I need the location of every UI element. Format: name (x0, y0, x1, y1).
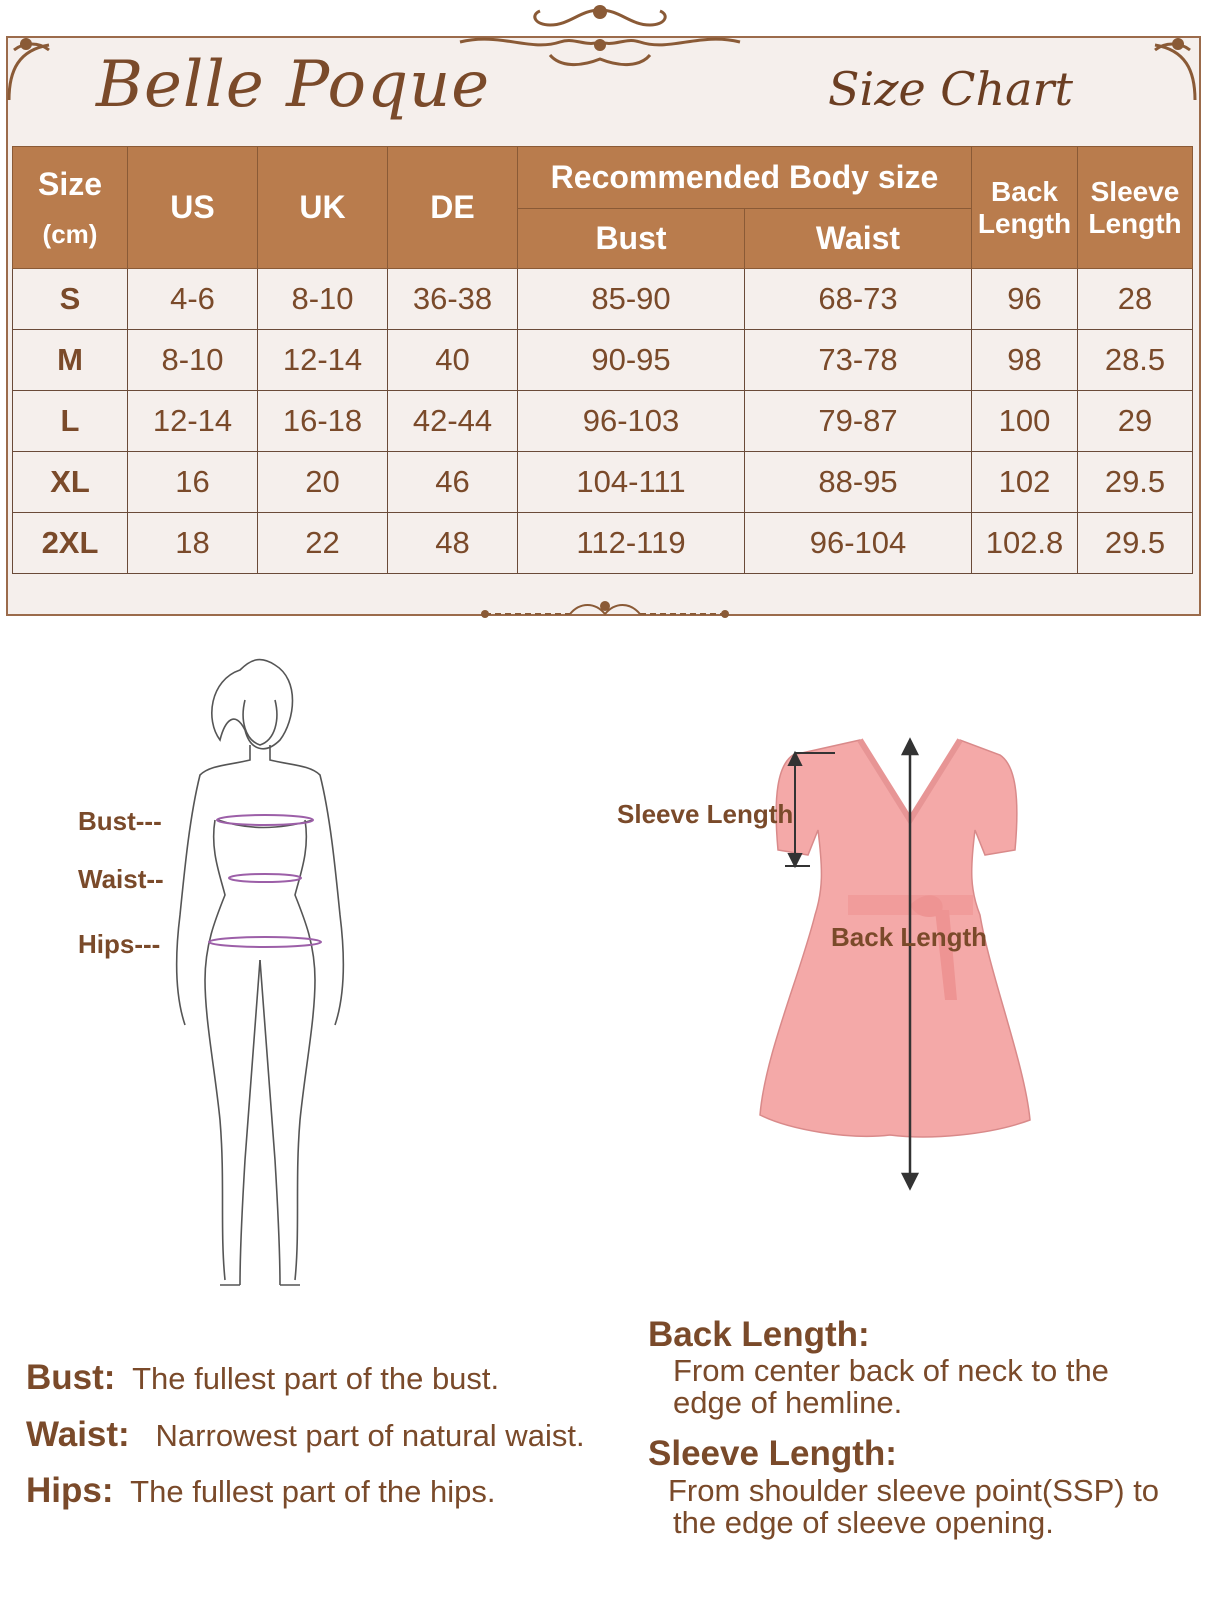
right-corner-ornament (1140, 30, 1200, 110)
cell-waist: 96-104 (745, 513, 972, 574)
header-size-unit: (cm) (42, 218, 98, 249)
left-corner-ornament (4, 30, 64, 110)
size-table (12, 146, 1193, 574)
label-sleeve-length: Sleeve Length (617, 799, 794, 829)
header-back-line1: Back (991, 175, 1058, 207)
cell-de: 36-38 (388, 269, 518, 330)
cell-uk: 12-14 (258, 330, 388, 391)
header-size (13, 147, 128, 269)
cell-waist: 73-78 (745, 330, 972, 391)
cell-us: 16 (128, 452, 258, 513)
cell-back: 100 (972, 391, 1078, 452)
brand-logo: Belle Poque (96, 48, 491, 122)
cell-back: 96 (972, 269, 1078, 330)
cell-back: 102 (972, 452, 1078, 513)
cell-back: 102.8 (972, 513, 1078, 574)
cell-size: M (13, 330, 128, 391)
label-back-length: Back Length (831, 922, 988, 952)
cell-de: 46 (388, 452, 518, 513)
def-bust (26, 1358, 499, 1398)
label-bust: Bust--- (78, 806, 162, 836)
cell-us: 18 (128, 513, 258, 574)
cell-sleeve: 29 (1078, 391, 1193, 452)
cell-uk: 20 (258, 452, 388, 513)
def-sleeve-term: Sleeve Length: (648, 1434, 897, 1473)
bottom-ornament (470, 596, 740, 626)
body-figure (170, 650, 360, 1300)
cell-de: 48 (388, 513, 518, 574)
header-sleeve-line2: Length (1088, 207, 1182, 239)
def-hips-text: The fullest part of the hips. (130, 1474, 496, 1509)
cell-bust: 85-90 (518, 269, 745, 330)
table-row (13, 452, 1193, 513)
header-de: DE (388, 147, 518, 269)
def-back-term: Back Length: (648, 1315, 870, 1354)
cell-waist: 79-87 (745, 391, 972, 452)
def-back-text-1: From center back of neck to the (673, 1353, 1109, 1388)
def-waist-term: Waist: (26, 1415, 130, 1454)
cell-sleeve: 29.5 (1078, 513, 1193, 574)
cell-us: 4-6 (128, 269, 258, 330)
header-sleeve-line1: Sleeve (1090, 175, 1180, 207)
chart-title: Size Chart (828, 62, 1074, 116)
table-row (13, 513, 1193, 574)
table-row (13, 269, 1193, 330)
def-waist-text: Narrowest part of natural waist. (155, 1418, 585, 1453)
cell-size: 2XL (13, 513, 128, 574)
def-bust-term: Bust: (26, 1358, 116, 1397)
cell-bust: 104-111 (518, 452, 745, 513)
def-hips (26, 1471, 495, 1511)
header-bust: Bust (518, 209, 745, 269)
cell-de: 40 (388, 330, 518, 391)
header-waist: Waist (745, 209, 972, 269)
header-recommended: Recommended Body size (518, 147, 972, 209)
cell-size: S (13, 269, 128, 330)
cell-us: 12-14 (128, 391, 258, 452)
cell-sleeve: 28 (1078, 269, 1193, 330)
cell-waist: 88-95 (745, 452, 972, 513)
def-sleeve-text-2: the edge of sleeve opening. (673, 1505, 1054, 1540)
cell-sleeve: 28.5 (1078, 330, 1193, 391)
cell-bust: 90-95 (518, 330, 745, 391)
cell-bust: 112-119 (518, 513, 745, 574)
table-row (13, 391, 1193, 452)
cell-us: 8-10 (128, 330, 258, 391)
back-length-arrow (900, 740, 920, 1190)
header-sleeve-length (1078, 147, 1193, 269)
header-back-length (972, 147, 1078, 269)
label-waist: Waist-- (78, 864, 164, 894)
def-back-text-2: edge of hemline. (673, 1385, 903, 1420)
cell-uk: 8-10 (258, 269, 388, 330)
cell-uk: 16-18 (258, 391, 388, 452)
cell-back: 98 (972, 330, 1078, 391)
cell-uk: 22 (258, 513, 388, 574)
header-back-line2: Length (977, 207, 1072, 239)
label-hips: Hips--- (78, 929, 161, 959)
header-us: US (128, 147, 258, 269)
cell-bust: 96-103 (518, 391, 745, 452)
cell-sleeve: 29.5 (1078, 452, 1193, 513)
cell-size: XL (13, 452, 128, 513)
cell-size: L (13, 391, 128, 452)
def-bust-text: The fullest part of the bust. (132, 1361, 500, 1396)
def-hips-term: Hips: (26, 1471, 114, 1510)
def-waist (26, 1415, 585, 1455)
cell-waist: 68-73 (745, 269, 972, 330)
def-sleeve-text-1: From shoulder sleeve point(SSP) to (668, 1473, 1160, 1508)
header-uk: UK (258, 147, 388, 269)
cell-de: 42-44 (388, 391, 518, 452)
header-size-label: Size (37, 165, 103, 202)
table-row (13, 330, 1193, 391)
